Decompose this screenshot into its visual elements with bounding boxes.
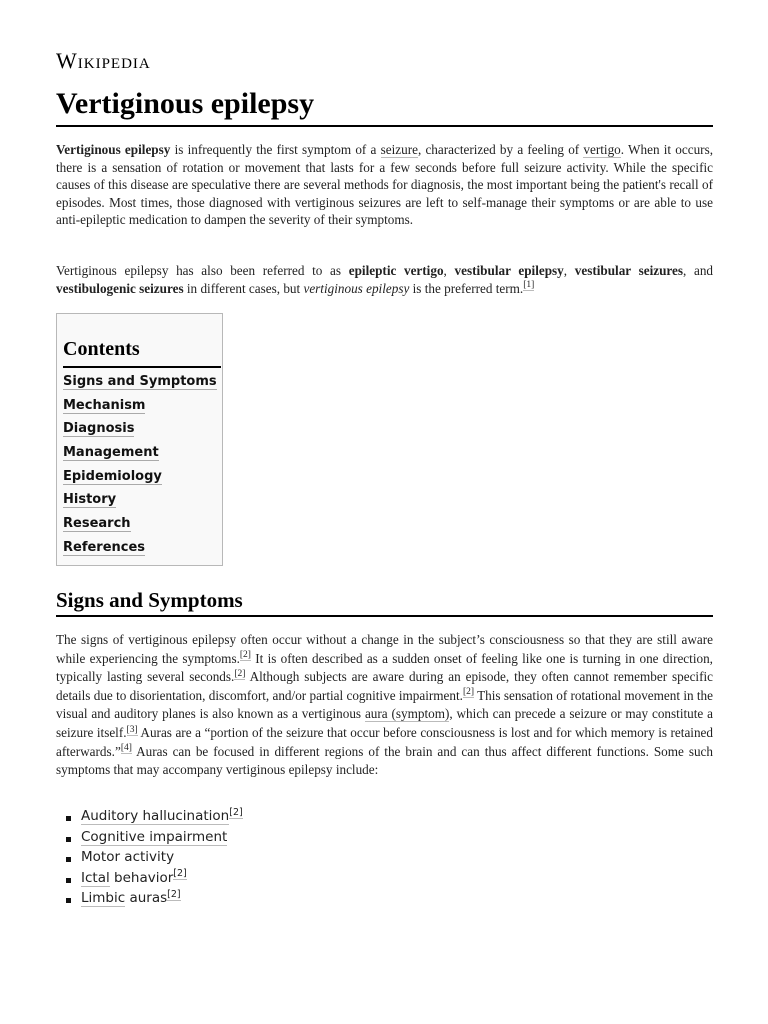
bold-term: Vertiginous epilepsy	[56, 142, 171, 157]
citation-ref[interactable]: [4]	[120, 743, 132, 754]
toc-list	[63, 374, 217, 564]
wikipedia-wordmark[interactable]: Wikipedia	[56, 48, 151, 73]
list-item	[66, 829, 243, 850]
link-cognitive-impairment[interactable]: Cognitive impairment	[81, 828, 228, 845]
toc-item-research[interactable]	[63, 516, 217, 540]
link-auditory-hallucination[interactable]: Auditory hallucination	[81, 808, 230, 824]
citation-ref[interactable]: [2]	[229, 806, 243, 818]
italic-term: vertiginous epilepsy	[303, 280, 410, 296]
list-item	[66, 808, 243, 829]
citation-ref[interactable]: [3]	[126, 724, 138, 735]
page-title: Vertiginous epilepsy	[56, 84, 713, 127]
text-run: Auras are a “portion of the seizure that occur before consciousness is lost and for which memory is retained afterwards.”	[56, 724, 713, 759]
text-run: in different cases, but	[183, 280, 304, 296]
table-of-contents	[56, 313, 223, 566]
text-run: Auras can be focused in different regions of the brain and can thus affect different functions. Some such symptoms that may accompany vertiginous epilepsy include:	[56, 743, 713, 778]
bold-term: vestibulogenic seizures	[56, 280, 184, 296]
text-run: Although subjects are aware during an episode, they often cannot remember specific details due to disorientation, discomfort, and/or partial cognitive impairment.	[56, 669, 713, 703]
text-run: , which can precede a seizure or may constitute a seizure itself.	[56, 706, 713, 740]
citation-ref[interactable]: [2]	[234, 668, 246, 679]
text-run: . When it occurs, there is a sensation of rotation or movement that lasts for a few seconds before full seizure activity. While the specific causes of this disease are speculative there are several methods for diagnosis, the most important being the patient's recall of episodes. Most times, those diagnosed with vertiginous seizures are left to self-manage their symptoms or are able to use anti-epileptic medication to dampen the severity of their symptoms.	[56, 142, 714, 228]
toc-item-label[interactable]: Management	[63, 445, 159, 461]
text-run: , and	[683, 263, 714, 278]
symptom-list	[66, 808, 243, 911]
toc-item-epidemiology[interactable]	[63, 469, 217, 493]
text-run: This sensation of rotational movement in the visual and auditory planes is also known as a vertiginous	[56, 687, 714, 722]
toc-item-management[interactable]	[63, 445, 217, 469]
citation-ref[interactable]: [2]	[462, 687, 475, 698]
toc-item-label[interactable]: References	[63, 539, 146, 555]
toc-item-label[interactable]: History	[63, 492, 117, 508]
toc-item-label[interactable]: Epidemiology	[63, 468, 162, 484]
intro-paragraph-1	[56, 141, 713, 229]
toc-item-label[interactable]: Diagnosis	[63, 421, 135, 437]
bold-term: vestibular epilepsy	[454, 263, 564, 278]
section-heading-signs: Signs and Symptoms	[56, 588, 713, 617]
citation-ref[interactable]: [2]	[173, 868, 187, 879]
text-run: Motor activity	[81, 849, 175, 865]
toc-item-signs-and-symptoms[interactable]	[63, 374, 217, 398]
text-run: Vertiginous epilepsy has also been referred to as	[56, 263, 349, 278]
text-run: ,	[443, 263, 455, 278]
citation-ref[interactable]: [2]	[239, 650, 251, 661]
text-run: is the preferred term.	[409, 280, 524, 296]
toc-item-mechanism[interactable]	[63, 398, 217, 422]
toc-item-label[interactable]: Mechanism	[63, 397, 146, 413]
link-seizure[interactable]: seizure	[380, 142, 418, 157]
citation-ref[interactable]: [2]	[167, 888, 181, 900]
bold-term: vestibular seizures	[574, 263, 684, 278]
toc-item-diagnosis[interactable]	[63, 421, 217, 445]
text-run: The signs of vertiginous epilepsy often occur without a change in the subject’s consciousness so that they are still aware while experiencing the symptoms.	[56, 632, 713, 666]
text-run: It is often described as a sudden onset of feeling like one is turning in one direction, typically lasting several seconds.	[56, 650, 713, 685]
toc-item-label[interactable]: Signs and Symptoms	[63, 374, 217, 389]
citation-ref[interactable]: [1]	[523, 280, 535, 291]
toc-item-history[interactable]	[63, 492, 217, 516]
link-ictal[interactable]: Ictal	[81, 869, 110, 886]
list-item	[66, 849, 243, 870]
toc-title: Contents	[63, 338, 221, 368]
list-item	[66, 890, 243, 911]
toc-item-label[interactable]: Research	[63, 516, 131, 532]
list-item	[66, 870, 243, 891]
text-run: is infrequently the first symptom of a	[170, 142, 381, 157]
text-run: auras	[125, 890, 168, 906]
intro-paragraph-2	[56, 262, 713, 297]
link-limbic[interactable]: Limbic	[81, 890, 126, 906]
link-vertigo[interactable]: vertigo	[583, 142, 621, 157]
text-run: behavior	[109, 869, 174, 886]
text-run: ,	[563, 263, 575, 278]
bold-term: epileptic vertigo	[348, 263, 444, 278]
toc-item-references[interactable]	[63, 540, 217, 564]
link-aura-symptom[interactable]: aura (symptom)	[364, 706, 450, 722]
signs-paragraph	[56, 631, 713, 780]
text-run: , characterized by a feeling of	[417, 142, 584, 157]
